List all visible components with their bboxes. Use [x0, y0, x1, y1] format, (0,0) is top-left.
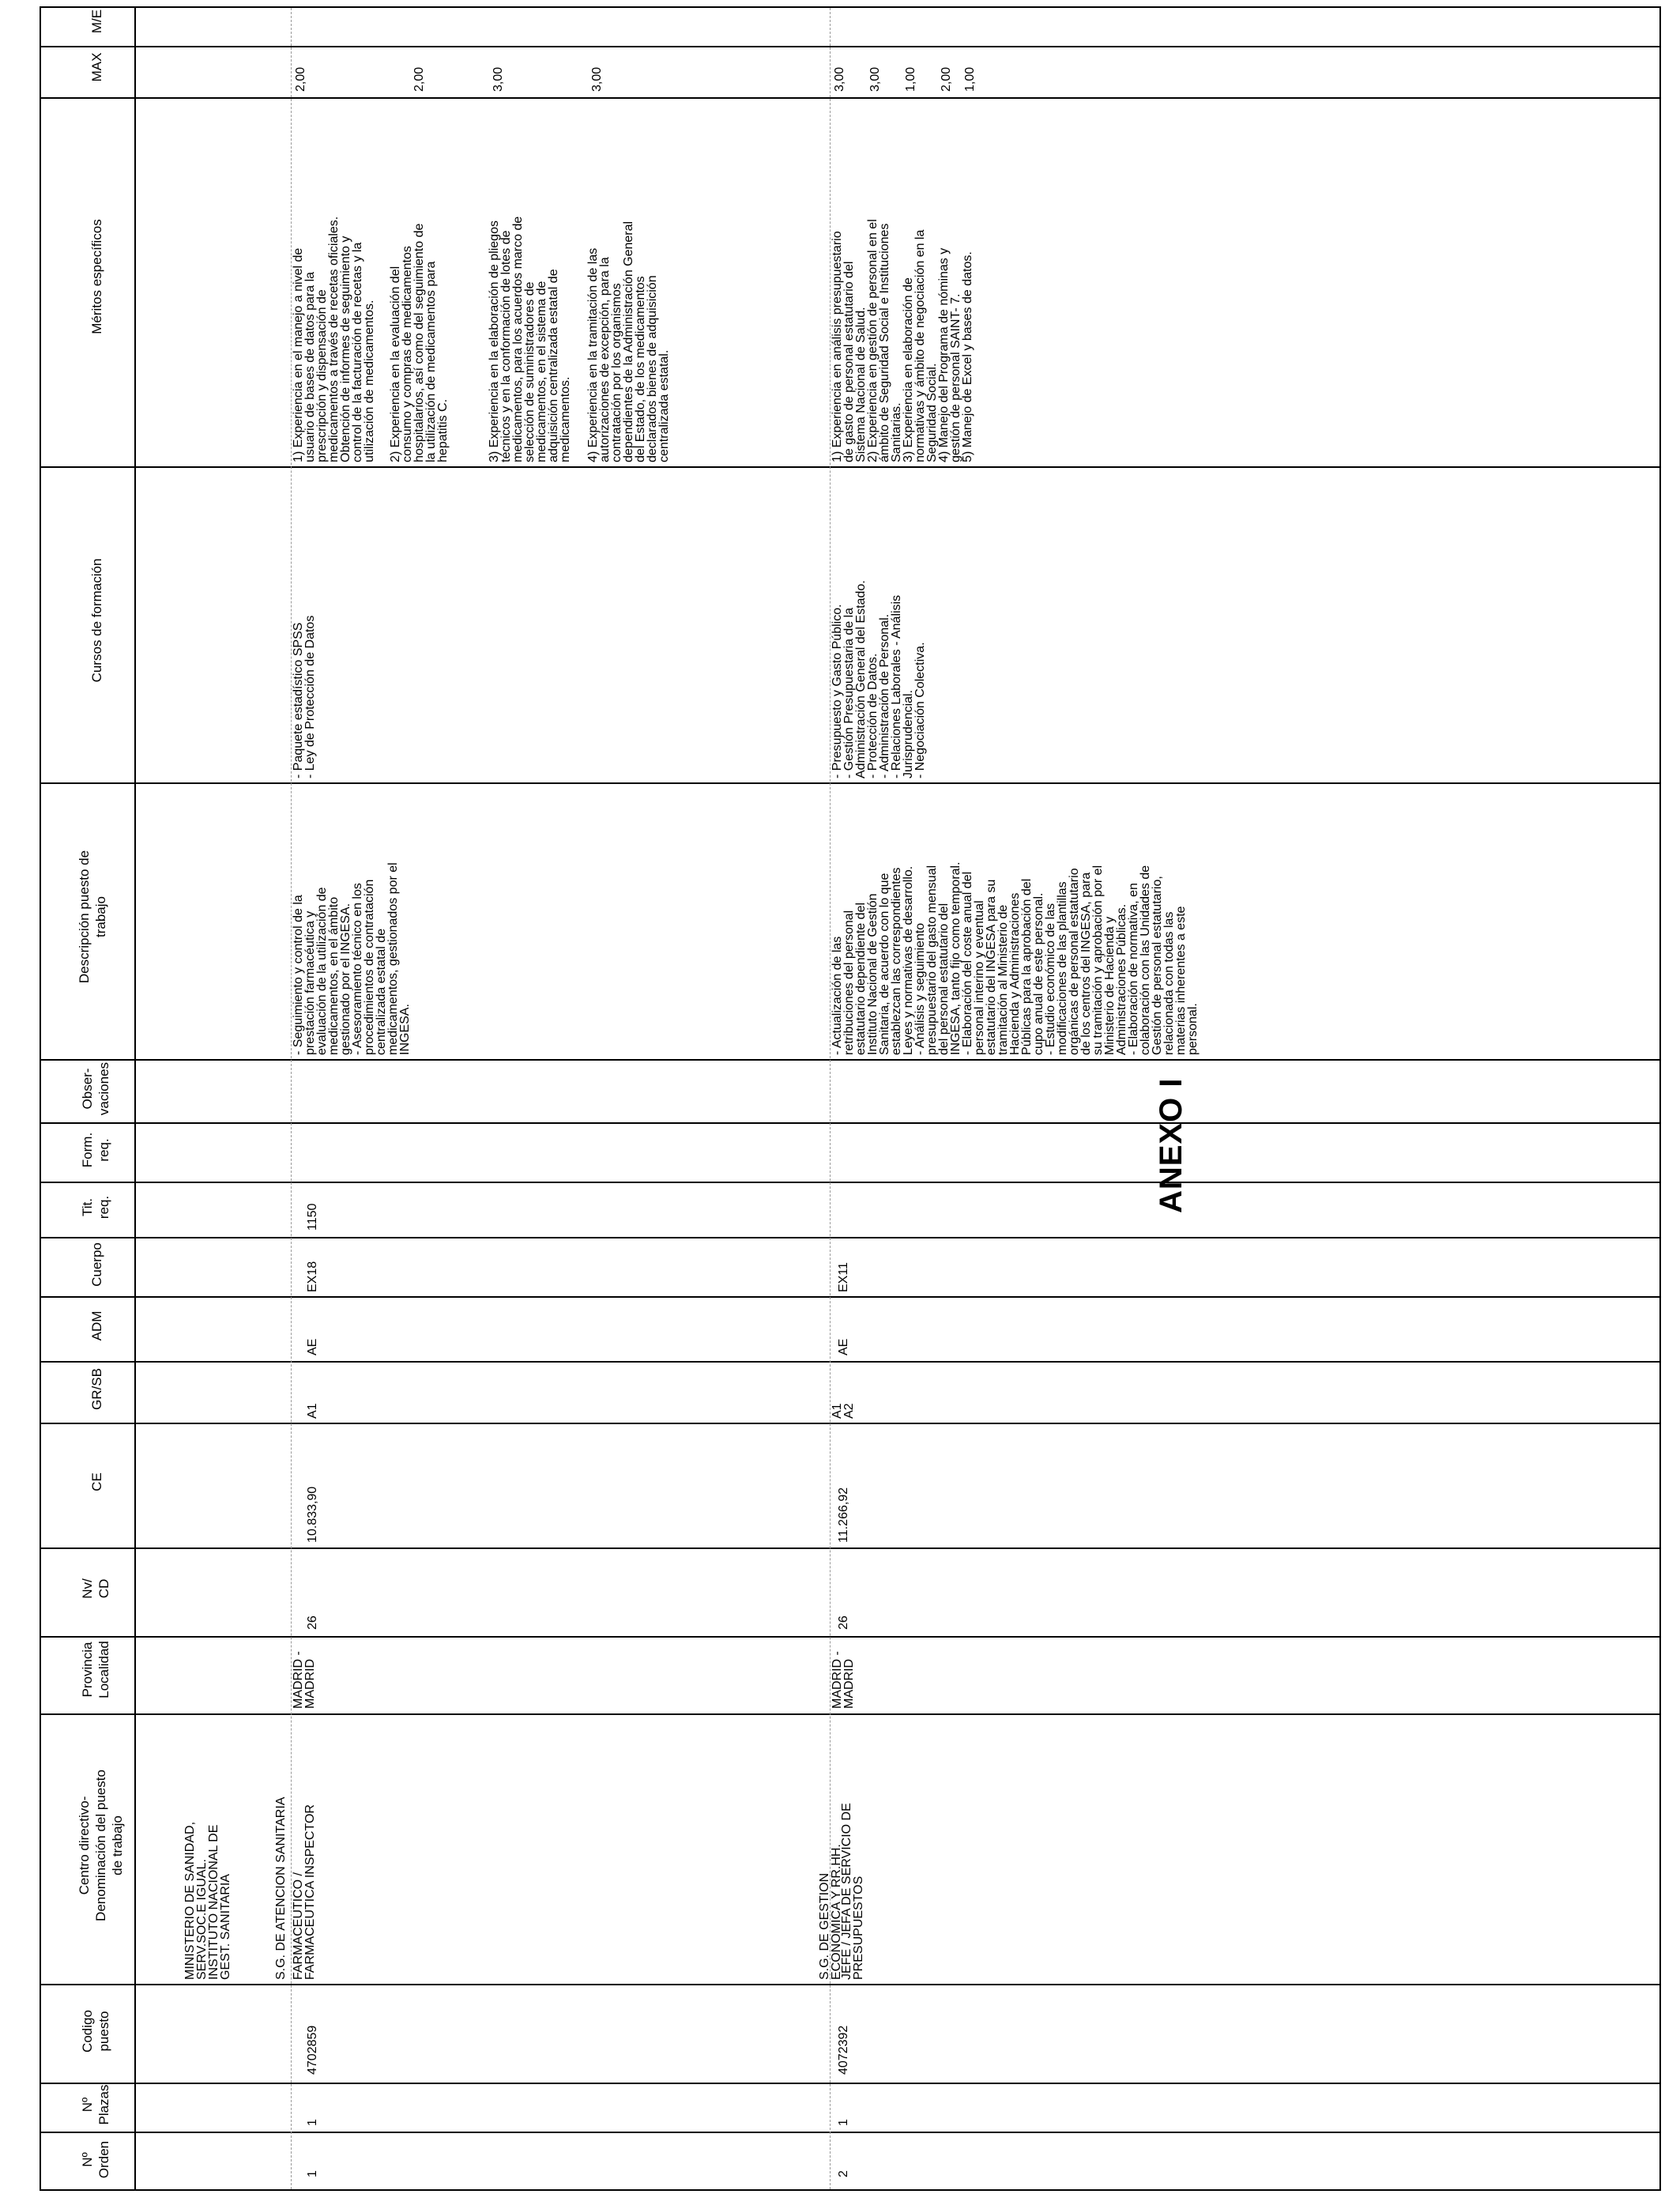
- header-centro: Centro directivo- Denominación del puesto de trabajo: [77, 1770, 125, 1921]
- row2-grsb: A1 A2: [831, 1403, 856, 1419]
- row1-grsb: A1: [306, 1403, 319, 1419]
- header-obs: Obser- vaciones: [80, 1061, 111, 1116]
- row1-orden: 1: [306, 2170, 319, 2177]
- header-nivel: Nv/ CD: [80, 1578, 111, 1599]
- row2-merito-5: 5) Manejo de Excel y bases de datos.: [961, 251, 974, 462]
- row2-merito-2: 2) Experiencia en gestión de personal en el ámbito de Seguridad Social e Instituciones Sanitarias.: [866, 219, 903, 462]
- row1-cursos: - Paquete estadístico SPSS - Ley de Protección de Datos: [292, 615, 317, 778]
- row2-plazas: 1: [837, 2119, 850, 2126]
- row2-ce: 11.266,92: [837, 1487, 850, 1543]
- header-adm: ADM: [89, 1310, 104, 1341]
- header-me: M/E: [89, 9, 104, 34]
- row2-merito-4: 4) Manejo del Programa de nóminas y gestión de personal SAINT- 7.: [937, 247, 962, 462]
- row1-provincia: MADRID - MADRID: [292, 1651, 317, 1709]
- row1-merito-4: 4) Experiencia en la tramitación de las autorizaciones de excepción, para la contratación por los organismos dependientes de la Administración General del Estado, de los medicamentos declarados bienes de adquisición centralizada estatal.: [586, 221, 671, 462]
- row2-max-5: 1,00: [963, 66, 977, 92]
- page-title: ANEXO I: [1154, 1077, 1188, 1213]
- row2-cuerpo: EX11: [837, 1262, 850, 1292]
- header-plazas: Nº Plazas: [80, 2084, 111, 2125]
- row1-descripcion: - Seguimiento y control de la prestación farmacéutica y evaluación de la utilización de medicamentos, en el ámbito gestionado por el INGESA. - Asesoramiento técnico en los procedimientos de contratación centralizada estatal de medicamentos, gestionados por el INGESA.: [292, 862, 412, 1055]
- row1-cuerpo: EX18: [306, 1261, 319, 1292]
- header-max: MAX: [89, 52, 104, 82]
- row1-puesto: FARMACEUTICO / FARMACEUTICA INSPECTOR: [292, 1804, 317, 1980]
- row2-descripcion: - Actualización de las retribuciones del personal estatutario dependiente del Instituto Nacional de Gestión Sanitaria, de acuerdo con lo que establezcan las correspondientes Leyes y normativas de desarrollo. - Análisis y seguimiento presupuestario del gasto mensual del personal estatutario del INGESA, tanto fijo como temporal. - Elaboración del coste anual del personal interino y eventual estatutario del INGESA para su tramitación al Ministerio de Hacienda y Administraciones Públicas para la aprobación del cupo anual de este personal. - Estudio económico de las modificaciones de las plantillas orgánicas de personal estatutario de los centros del INGESA, para su tramitación y aprobación por el Ministerio de Hacienda y Administraciones Públicas. - Elaboración de normativa, en colaboración con las Unidades de Gestión de personal estatutario, relacionada con todas las materias inherentes a este personal.: [831, 861, 1200, 1055]
- row2-max-3: 1,00: [904, 66, 917, 92]
- row2-max-2: 3,00: [868, 66, 882, 92]
- header-orden: Nº Orden: [80, 2140, 111, 2179]
- row2-nivel: 26: [837, 1615, 850, 1630]
- header-descripcion: Descripción puesto de trabajo: [77, 850, 108, 984]
- header-meritos: Méritos específicos: [89, 219, 104, 334]
- header-tit: Tit. req.: [80, 1195, 111, 1220]
- table-border-bottom: [40, 2189, 1659, 2191]
- row2-puesto: JEFE / JEFA DE SERVICIO DE PRESUPUESTOS: [840, 1803, 865, 1980]
- row1-merito-3: 3) Experiencia en la elaboración de pliegos técnicos y en la conformación de lotes de medicamentos, para los acuerdos marco de selección de suministradores de medicamentos, en el sistema de adquisición centralizada estatal de medicamentos.: [488, 216, 572, 462]
- row2-merito-3: 3) Experiencia en elaboración de normativas y ámbito de negociación en la Seguridad Social.: [902, 229, 939, 462]
- row2-provincia: MADRID - MADRID: [831, 1651, 856, 1709]
- header-grsb: GR/SB: [89, 1368, 104, 1410]
- header-cuerpo: Cuerpo: [89, 1242, 104, 1287]
- header-ce: CE: [89, 1472, 104, 1491]
- row2-adm: AE: [837, 1338, 850, 1355]
- row1-max-4: 3,00: [590, 66, 604, 92]
- sg-gestion-economica: S.G. DE GESTION ECONOMICA Y RR.HH.: [818, 1844, 843, 1980]
- header-cursos: Cursos de formación: [89, 558, 104, 683]
- row1-merito-2: 2) Experiencia en la evaluación del consumo y compras de medicamentos hospitalarios, así como del seguimiento de la utilización de medicamentos para hepatitis C.: [389, 223, 450, 462]
- header-provincia: Provincia Localidad: [80, 1641, 111, 1698]
- row2-merito-1: 1) Experiencia en análisis presupuestario de gasto de personal estatutario del Sistema Nacional de Salud.: [831, 231, 868, 462]
- row1-max-3: 3,00: [492, 66, 505, 92]
- table-border-right: [1659, 6, 1661, 2191]
- row1-merito-1: 1) Experiencia en el manejo a nivel de usuario de bases de datos para la prescripción y dispensación de medicamentos a través de recetas oficiales. Obtención de informes de seguimiento y control de la facturación de recetas y la utilización de medicamentos.: [292, 216, 376, 462]
- header-form: Form. req.: [80, 1132, 111, 1168]
- row1-plazas: 1: [306, 2119, 319, 2126]
- table-border-left: [40, 6, 41, 2191]
- row2-max-4: 2,00: [940, 66, 953, 92]
- row1-tit: 1150: [306, 1203, 319, 1231]
- row1-nivel: 26: [306, 1615, 319, 1630]
- ministry-org: MINISTERIO DE SANIDAD, SERV.SOC.E IGUAL. INSTITUTO NACIONAL DE GEST. SANITARIA: [183, 1821, 232, 1980]
- row2-orden: 2: [837, 2170, 850, 2177]
- row1-adm: AE: [306, 1338, 319, 1355]
- sg-atencion-sanitaria: S.G. DE ATENCION SANITARIA: [274, 1796, 288, 1980]
- row2-codigo: 4072392: [837, 2025, 850, 2075]
- row1-codigo: 4702859: [306, 2025, 319, 2075]
- row2-max-1: 3,00: [833, 66, 846, 92]
- table-border-top: [40, 6, 1659, 8]
- row1-ce: 10.833,90: [306, 1486, 319, 1543]
- row2-cursos: - Presupuesto y Gasto Público. - Gestión Presupuestaria de la Administración General del Estado. - Protección de Datos. - Administración de Personal. - Relaciones Laborales - Análisis Jurisprudencial. - Negociación Colectiva.: [831, 580, 927, 778]
- row1-max-2: 2,00: [412, 66, 426, 92]
- row1-max-1: 2,00: [294, 66, 307, 92]
- header-codigo: Codigo puesto: [80, 2010, 111, 2053]
